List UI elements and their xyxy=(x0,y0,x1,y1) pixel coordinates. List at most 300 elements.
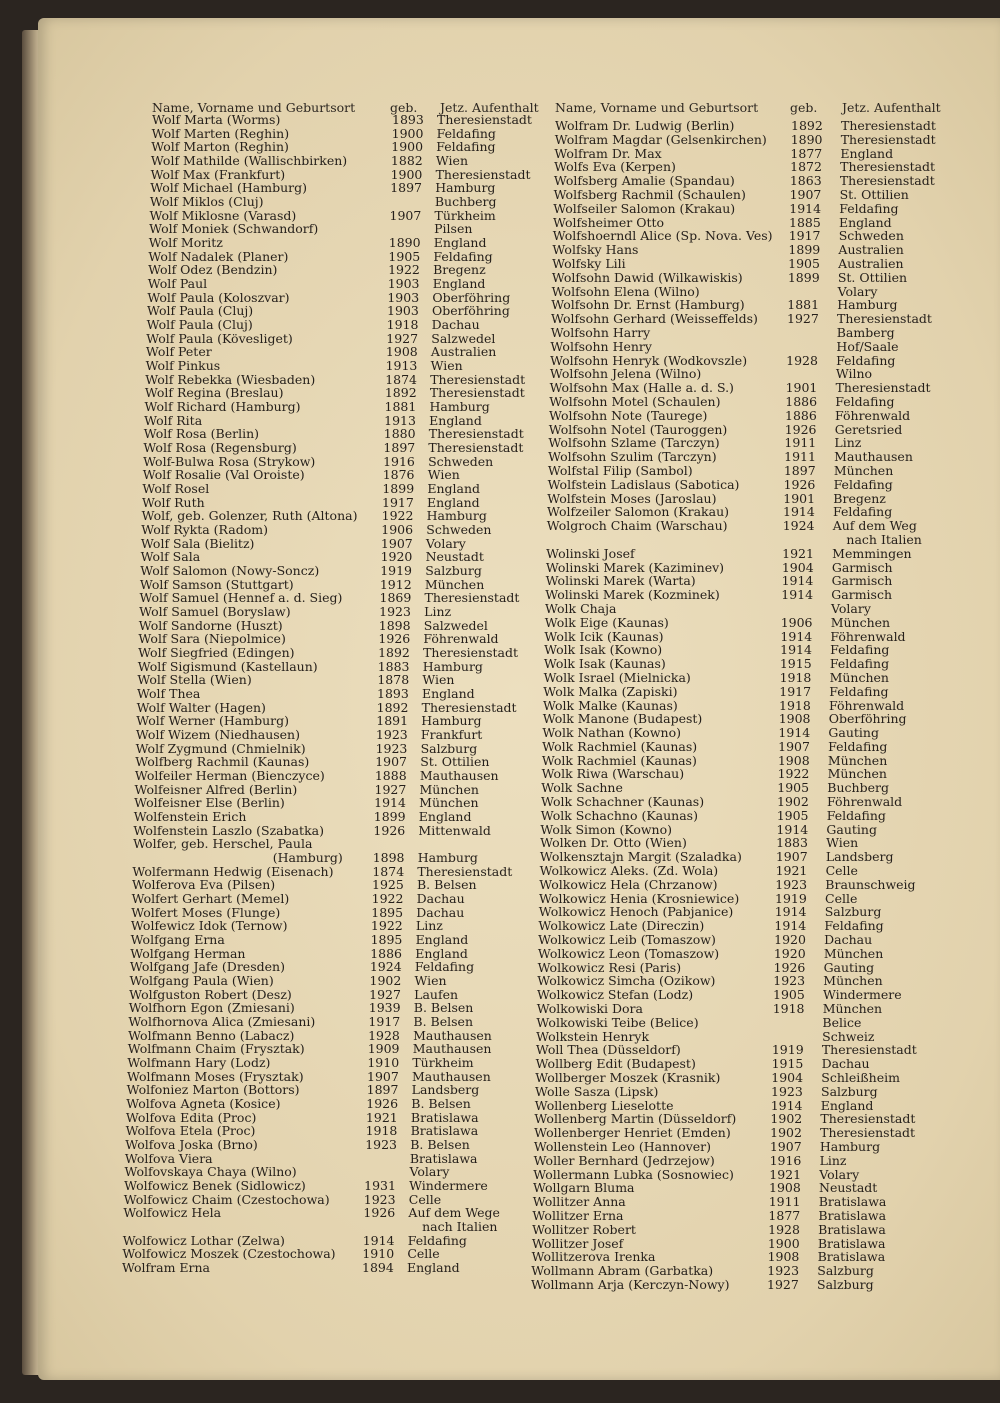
entry-row xyxy=(135,769,525,783)
entry-name: Wolk Manone (Budapest) xyxy=(542,711,703,727)
entry-year: 1923 xyxy=(379,604,411,619)
entry-name: Wollberger Moszek (Krasnik) xyxy=(535,1070,721,1086)
entry-year: 1917 xyxy=(779,683,812,699)
entry-row xyxy=(142,482,532,496)
entry-row xyxy=(541,795,981,809)
entry-name: Wolf Rosalie (Val Oroiste) xyxy=(142,467,305,483)
entry-year: 1917 xyxy=(788,228,821,244)
entry-place: Mauthausen xyxy=(419,768,499,783)
entry-place: München xyxy=(823,945,884,961)
entry-name: Wolfova Etela (Proc) xyxy=(125,1123,256,1139)
entry-name: Wolkowicz Henoch (Pabjanice) xyxy=(538,904,734,920)
entry-place: Salzwedel xyxy=(423,617,488,633)
entry-year: 1908 xyxy=(385,344,418,360)
entry-place: St. Ottilien xyxy=(837,269,908,285)
entry-year: 1918 xyxy=(386,317,419,332)
entry-name: Wolf Werner (Hamburg) xyxy=(136,713,289,729)
entry-row xyxy=(540,864,980,878)
entry-place: Landsberg xyxy=(825,849,894,865)
entry-year: 1910 xyxy=(367,1055,400,1070)
entry-place: Theresienstadt xyxy=(429,385,525,401)
entry-row xyxy=(139,605,529,619)
entry-name: Wolfberg Rachmil (Kaunas) xyxy=(135,754,310,770)
entry-name: Wolkowicz Henia (Krosniewice) xyxy=(539,890,740,906)
entry-place: Dachau xyxy=(824,932,873,948)
entry-year: 1878 xyxy=(377,672,410,688)
entry-year: 1897 xyxy=(783,462,816,478)
entry-name: Wolinski Marek (Kaziminev) xyxy=(545,559,725,575)
entry-place: Wilno xyxy=(835,366,873,382)
entry-place: Bratislawa xyxy=(410,1109,479,1125)
entry-year: 1922 xyxy=(777,766,810,782)
entry-name: Wolfowicz Benek (Sidlowicz) xyxy=(124,1178,306,1193)
entry-name: Woll Thea (Düsseldorf) xyxy=(535,1042,681,1058)
entry-year: 1902 xyxy=(369,973,402,988)
entry-row xyxy=(534,1140,974,1154)
entry-row xyxy=(136,728,526,742)
entry-year: 1892 xyxy=(791,118,823,133)
entry-row xyxy=(132,892,522,906)
entry-name: Wolk Schachner (Kaunas) xyxy=(541,794,705,810)
entry-year: 1902 xyxy=(770,1125,802,1141)
entry-place: Bratislawa xyxy=(818,1194,887,1210)
entry-row xyxy=(143,441,533,455)
entry-place: B. Belsen xyxy=(411,1096,471,1111)
entry-name: Wolk Rachmiel (Kaunas) xyxy=(541,752,697,768)
entry-place: Salzwedel xyxy=(431,330,496,346)
entry-place: Salzburg xyxy=(824,904,882,920)
entry-place: Theresienstadt xyxy=(417,863,513,879)
entry-name: Wolf Sandorne (Huszt) xyxy=(138,617,283,633)
entry-year: 1919 xyxy=(380,563,413,578)
entry-place: Föhrenwald xyxy=(835,407,911,423)
entry-year: 1923 xyxy=(375,727,408,742)
entry-year: 1926 xyxy=(773,959,806,975)
entry-name: Wolfstein Ladislaus (Sabotica) xyxy=(547,476,740,492)
entry-name: Wolfeisner Alfred (Berlin) xyxy=(134,781,298,797)
entry-place: Feldafing xyxy=(836,352,896,368)
entry-row xyxy=(140,564,530,578)
entry-name: Wolfmann Hary (Lodz) xyxy=(127,1055,271,1070)
entry-name: Wolf Rebekka (Wiesbaden) xyxy=(145,371,316,387)
entry-name: Wolfsohn Jelena (Wilno) xyxy=(549,366,702,382)
entry-place: München xyxy=(419,781,479,797)
entry-year: 1927 xyxy=(374,781,407,797)
entry-name: Wolfsohn Max (Halle a. d. S.) xyxy=(549,380,734,396)
entry-name: Wolgroch Chaim (Warschau) xyxy=(546,518,728,534)
entry-name: Wolfer, geb. Herschel, Paula xyxy=(133,836,313,852)
entry-name: Wolf Walter (Hagen) xyxy=(136,699,266,715)
entry-place: Bamberg xyxy=(836,324,895,340)
entry-year: 1914 xyxy=(776,821,809,837)
entry-place: Gauting xyxy=(826,821,877,837)
entry-name: Wolinski Marek (Warta) xyxy=(545,573,696,589)
entry-place: Garmisch xyxy=(831,587,893,603)
entry-name: Wollermann Lubka (Sosnowiec) xyxy=(533,1166,734,1182)
entry-year: 1886 xyxy=(370,945,403,961)
entry-name: Wolf, geb. Golenzer, Ruth (Altona) xyxy=(141,508,358,524)
entry-year: 1928 xyxy=(786,352,818,368)
entry-name: Wolfsohn Dawid (Wilkawiskis) xyxy=(551,269,743,285)
entry-name: Wollitzerova Irenka xyxy=(531,1249,656,1265)
entry-name: Wolf Paula (Cluj) xyxy=(147,303,254,319)
entry-name: Wolk Simon (Kowno) xyxy=(540,821,673,837)
entry-name: Wolfsohn Dr. Ernst (Hamburg) xyxy=(551,297,745,313)
entry-year: 1928 xyxy=(368,1027,400,1043)
entry-year: 1908 xyxy=(767,1249,800,1265)
left-header-year: geb. xyxy=(390,100,418,115)
entry-name: Wolken Dr. Otto (Wien) xyxy=(540,835,687,851)
entry-name: Wolk Rachmiel (Kaunas) xyxy=(542,738,698,754)
entry-year: 1874 xyxy=(385,371,418,387)
entry-year: 1917 xyxy=(368,1014,401,1029)
entry-name: Wolfmann Benno (Labacz) xyxy=(128,1027,295,1043)
entry-place: England xyxy=(407,1260,460,1275)
entry-year: 1905 xyxy=(776,807,809,823)
entry-name: Wolfsohn Gerhard (Weisseffelds) xyxy=(551,311,758,327)
entry-place: Theresienstadt xyxy=(840,131,936,147)
entry-year: 1908 xyxy=(769,1180,801,1196)
entry-name: Wolinski Marek (Kozminek) xyxy=(545,587,720,603)
entry-place: Buchberg xyxy=(827,780,889,796)
entry-place: Wien xyxy=(430,358,463,373)
entry-name: Wolf Sala (Bielitz) xyxy=(140,535,255,551)
entry-name: Wolfsohn Henryk (Wodkovszle) xyxy=(550,352,748,368)
entry-name: Wolf Samuel (Boryslaw) xyxy=(139,604,291,619)
entry-name: Wolfstein Moses (Jaroslau) xyxy=(547,490,717,506)
entry-place: B. Belsen xyxy=(413,1000,474,1016)
entry-year: 1903 xyxy=(387,303,419,319)
entry-year: 1899 xyxy=(788,242,821,258)
entry-year: 1927 xyxy=(787,311,819,327)
entry-name: Wolfsohn Motel (Schaulen) xyxy=(549,393,721,409)
entry-name: Wolfenstein Laszlo (Szabatka) xyxy=(133,822,324,838)
left-header-name: Name, Vorname und Geburtsort xyxy=(152,100,356,115)
page xyxy=(38,18,1000,1380)
entry-place: St. Ottilien xyxy=(420,754,490,770)
entry-place: Theresienstadt xyxy=(821,1042,917,1058)
entry-year: 1910 xyxy=(362,1246,395,1262)
entry-name: Wolfzeiler Salomon (Krakau) xyxy=(547,504,730,520)
entry-year: 1882 xyxy=(390,153,423,168)
entry-year: 1881 xyxy=(384,399,417,414)
entry-place: Theresienstadt xyxy=(428,440,524,455)
entry-name: Wolfgang Erna xyxy=(130,932,225,947)
entry-year: 1892 xyxy=(378,645,410,660)
entry-name: (Hamburg) xyxy=(272,850,343,865)
entry-name: Wolfram Magdar (Gelsenkirchen) xyxy=(554,131,767,147)
entry-place: B. Belsen xyxy=(417,877,477,893)
entry-row xyxy=(535,1085,975,1099)
entry-place: Volary xyxy=(425,535,466,551)
entry-name: Wolfsky Hans xyxy=(552,242,639,258)
entry-name: Wolf Regina (Breslau) xyxy=(144,385,284,401)
entry-year: 1890 xyxy=(388,235,421,250)
entry-place: Bratislawa xyxy=(410,1123,479,1139)
entry-year: 1917 xyxy=(382,494,414,510)
entry-year: 1911 xyxy=(784,449,816,465)
entry-name: Wolfeisner Else (Berlin) xyxy=(134,795,285,811)
entry-row xyxy=(123,1220,513,1234)
entry-place: Türkheim xyxy=(434,207,496,223)
entry-place: Salzburg xyxy=(821,1083,878,1099)
entry-place: Volary xyxy=(409,1164,450,1180)
entry-place: Memmingen xyxy=(832,545,912,561)
entry-name: Wolfsohn Harry xyxy=(550,324,651,340)
entry-place: Wien xyxy=(414,973,447,988)
entry-place: Feldafing xyxy=(828,738,888,754)
entry-row xyxy=(134,810,524,824)
entry-place: Salzburg xyxy=(420,740,478,756)
entry-year: 1919 xyxy=(775,890,807,906)
entry-place: Theresienstadt xyxy=(430,371,526,387)
entry-year: 1898 xyxy=(378,617,411,633)
entry-name: Wolfowicz Hela xyxy=(123,1205,222,1221)
entry-year: 1903 xyxy=(387,276,420,291)
entry-year: 1914 xyxy=(789,200,822,216)
entry-name: Wolfram Erna xyxy=(122,1260,211,1275)
entry-year: 1927 xyxy=(386,330,419,346)
entry-place: München xyxy=(424,576,485,592)
entry-year: 1881 xyxy=(787,297,820,313)
entry-year: 1880 xyxy=(383,426,416,442)
entry-name: Wolfewicz Idok (Ternow) xyxy=(130,918,288,934)
entry-year: 1911 xyxy=(784,435,817,451)
entry-year: 1908 xyxy=(778,711,811,727)
entry-year: 1905 xyxy=(388,248,421,264)
entry-name: Wolfhornova Alica (Zmiesani) xyxy=(128,1014,316,1029)
entry-place: Föhrenwald xyxy=(827,794,903,810)
entry-name: Wolkowicz Resi (Paris) xyxy=(537,959,682,975)
entry-place: Schleißheim xyxy=(821,1070,900,1086)
entry-row xyxy=(554,188,994,202)
entry-year: 1918 xyxy=(772,1001,805,1017)
entry-name: Wolfert Moses (Flunge) xyxy=(131,904,281,920)
entry-name: Wolf Sara (Niepolmice) xyxy=(138,631,286,647)
entry-name: Wolk Schachno (Kaunas) xyxy=(540,807,698,823)
entry-name: Wolf Sigismund (Kastellaun) xyxy=(137,658,318,674)
entry-place: Linz xyxy=(834,435,862,451)
entry-year: 1907 xyxy=(775,849,808,865)
entry-year: 1893 xyxy=(377,686,409,701)
entry-name: Wolk Isak (Kaunas) xyxy=(543,656,666,672)
entry-place: England xyxy=(820,1097,874,1113)
entry-year: 1923 xyxy=(773,973,806,989)
entry-name: Wolf-Bulwa Rosa (Strykow) xyxy=(143,453,316,469)
entry-place: Garmisch xyxy=(831,573,893,589)
entry-name: Wolfseiler Salomon (Krakau) xyxy=(553,200,736,216)
entry-name: Wolfguston Robert (Desz) xyxy=(129,986,292,1002)
entry-place: Linz xyxy=(424,604,452,619)
entry-place: Schweden xyxy=(426,522,492,537)
entry-name: Wolfs Eva (Kerpen) xyxy=(554,159,676,175)
entry-name: Wolf Paula (Cluj) xyxy=(146,317,253,332)
entry-place: München xyxy=(823,973,883,989)
entry-place: Geretsried xyxy=(834,421,903,437)
entry-year: 1901 xyxy=(785,380,818,396)
entry-year: 1916 xyxy=(769,1152,802,1168)
entry-year: 1922 xyxy=(371,891,404,906)
entry-year: 1923 xyxy=(365,1137,398,1152)
entry-row xyxy=(544,657,984,671)
entry-year: 1888 xyxy=(374,768,407,783)
entry-place: Hamburg xyxy=(435,180,496,196)
entry-place: Theresienstadt xyxy=(835,380,931,396)
entry-place: Schweden xyxy=(838,228,904,244)
entry-name: Wollenberg Lieselotte xyxy=(534,1097,674,1113)
entry-year: 1921 xyxy=(782,545,814,561)
entry-year: 1914 xyxy=(362,1232,395,1248)
entry-name: Wolle Sasza (Lipsk) xyxy=(535,1083,659,1099)
entry-place: Mittenwald xyxy=(418,822,491,838)
entry-year: 1914 xyxy=(770,1097,803,1113)
entry-row xyxy=(532,1223,972,1237)
entry-name: Wolfsberg Amalie (Spandau) xyxy=(553,173,735,189)
entry-row xyxy=(147,318,537,332)
entry-year: 1893 xyxy=(392,112,424,127)
entry-row xyxy=(127,1056,517,1070)
entry-name: Wolkowiski Teibe (Belice) xyxy=(536,1014,699,1030)
entry-place: Schweden xyxy=(428,453,494,469)
entry-name: Wolf Paula (Kövesliget) xyxy=(146,330,293,346)
entry-place: Celle xyxy=(407,1246,440,1262)
entry-place: Salzburg xyxy=(817,1263,874,1279)
entry-year: 1924 xyxy=(782,518,815,534)
entry-row xyxy=(534,1154,974,1168)
entry-year: 1916 xyxy=(383,453,415,469)
entry-name: Wolf Paula (Koloszvar) xyxy=(147,289,290,305)
entry-name: Wolf Miklosne (Varasd) xyxy=(149,207,297,223)
entry-place: Bratislawa xyxy=(409,1150,478,1166)
entry-year: 1874 xyxy=(372,863,405,879)
entry-place: Theresienstadt xyxy=(423,645,518,660)
entry-place: Föhrenwald xyxy=(829,697,905,713)
entry-name: Wolfsohn Notel (Tauroggen) xyxy=(548,421,728,437)
entry-name: Wolf Salomon (Nowy-Soncz) xyxy=(140,563,320,578)
entry-place: Hamburg xyxy=(819,1139,881,1155)
entry-year: 1921 xyxy=(365,1109,398,1125)
entry-year: 1926 xyxy=(784,421,817,437)
entry-name: Wollenberg Martin (Düsseldorf) xyxy=(534,1111,737,1127)
entry-year: 1897 xyxy=(366,1082,399,1098)
entry-place: Feldafing xyxy=(839,200,899,216)
entry-row xyxy=(552,257,992,271)
entry-name: Wolfermann Hedwig (Eisenach) xyxy=(132,863,334,879)
entry-year: 1902 xyxy=(777,794,809,810)
entry-name: Wolfowicz Lothar (Zelwa) xyxy=(122,1232,285,1248)
right-header-year: geb. xyxy=(790,100,818,115)
entry-place: Frankfurt xyxy=(420,727,483,742)
entry-place: Bregenz xyxy=(433,262,486,278)
entry-place: Theresienstadt xyxy=(820,1125,916,1141)
entry-year: 1920 xyxy=(773,945,806,961)
entry-place: Feldafing xyxy=(830,642,890,658)
entry-year: 1892 xyxy=(384,385,417,401)
entry-year: 1905 xyxy=(777,780,810,796)
entry-name: Wolf Moritz xyxy=(148,235,223,250)
entry-year: 1904 xyxy=(781,559,814,575)
entry-row xyxy=(125,1138,515,1152)
entry-name: Wollgarn Bluma xyxy=(533,1180,635,1196)
entry-place: Feldafing xyxy=(835,393,895,409)
entry-place: Mauthausen xyxy=(413,1027,492,1043)
entry-place: Bratislawa xyxy=(817,1235,886,1251)
entry-place: Türkheim xyxy=(412,1055,474,1070)
entry-year: 1922 xyxy=(370,918,403,934)
entry-place: Feldafing xyxy=(829,656,890,672)
entry-name: Wolkowicz Simcha (Ozikow) xyxy=(537,973,716,989)
entry-row xyxy=(148,277,538,291)
entry-year: 1883 xyxy=(776,835,808,851)
entry-year: 1869 xyxy=(379,590,412,606)
entry-year: 1926 xyxy=(783,476,816,492)
entry-row xyxy=(552,271,992,285)
entry-place: Theresienstadt xyxy=(840,159,936,175)
entry-name: Wollenstein Leo (Hannover) xyxy=(533,1139,712,1155)
entry-place: Oberföhring xyxy=(432,303,510,319)
entry-place: Pilsen xyxy=(434,221,473,237)
entry-place: Volary xyxy=(837,283,878,299)
entry-place: Neustadt xyxy=(819,1180,878,1196)
entry-name: Wolfsberg Rachmil (Schaulen) xyxy=(553,186,746,202)
entry-place: Bratislawa xyxy=(818,1208,887,1223)
entry-year: 1924 xyxy=(369,959,402,975)
entry-row xyxy=(545,602,985,616)
entry-place: Australien xyxy=(430,344,497,360)
entry-name: Wolf Wizem (Niedhausen) xyxy=(135,727,300,742)
entry-place: Windermere xyxy=(823,987,902,1003)
entry-row xyxy=(542,740,982,754)
entry-row xyxy=(152,113,542,127)
entry-name: Wolfstal Filip (Sambol) xyxy=(547,462,693,478)
entry-place: Hamburg xyxy=(421,713,482,729)
entry-name: Wolf Nadalek (Planer) xyxy=(148,248,289,264)
entry-year: 1907 xyxy=(789,186,822,202)
entry-place: Hamburg xyxy=(422,658,483,674)
left-header-place: Jetz. Aufenthalt xyxy=(440,100,539,115)
entry-place: Theresienstadt xyxy=(421,699,517,715)
entry-row xyxy=(128,1015,518,1029)
entry-row xyxy=(545,616,985,630)
entry-name: Wolf Odez (Bendzin) xyxy=(148,262,278,278)
entry-place: Gauting xyxy=(828,725,879,741)
entry-row xyxy=(133,851,523,865)
entry-name: Wolf Max (Frankfurt) xyxy=(150,166,286,182)
entry-year: 1907 xyxy=(367,1068,399,1084)
entry-year: 1926 xyxy=(363,1205,396,1221)
right-header-name: Name, Vorname und Geburtsort xyxy=(555,100,759,115)
entry-name: Wolkowicz Stefan (Lodz) xyxy=(537,987,694,1003)
entry-place: Feldafing xyxy=(826,807,886,823)
entry-year: 1899 xyxy=(787,269,820,285)
entry-place: England xyxy=(840,145,894,161)
entry-row xyxy=(538,933,978,947)
entry-place: Wien xyxy=(826,835,859,851)
entry-year: 1926 xyxy=(366,1096,399,1111)
entry-row xyxy=(548,478,988,492)
entry-name: Wolfovskaya Chaya (Wilno) xyxy=(124,1164,297,1180)
entry-place: Australien xyxy=(838,242,904,258)
entry-place: Belice xyxy=(822,1014,862,1030)
entry-name: Wollmann Arja (Kerczyn-Nowy) xyxy=(531,1277,730,1292)
entry-place: Theresienstadt xyxy=(839,173,935,189)
entry-place: Feldafing xyxy=(436,125,496,141)
entry-place: Feldafing xyxy=(433,248,493,264)
entry-name: Wolfram Dr. Ludwig (Berlin) xyxy=(555,118,735,133)
entry-row xyxy=(553,202,993,216)
entry-name: Wolfsohn Szlame (Tarczyn) xyxy=(548,435,720,451)
entry-name: Wolf Rita xyxy=(144,412,203,428)
